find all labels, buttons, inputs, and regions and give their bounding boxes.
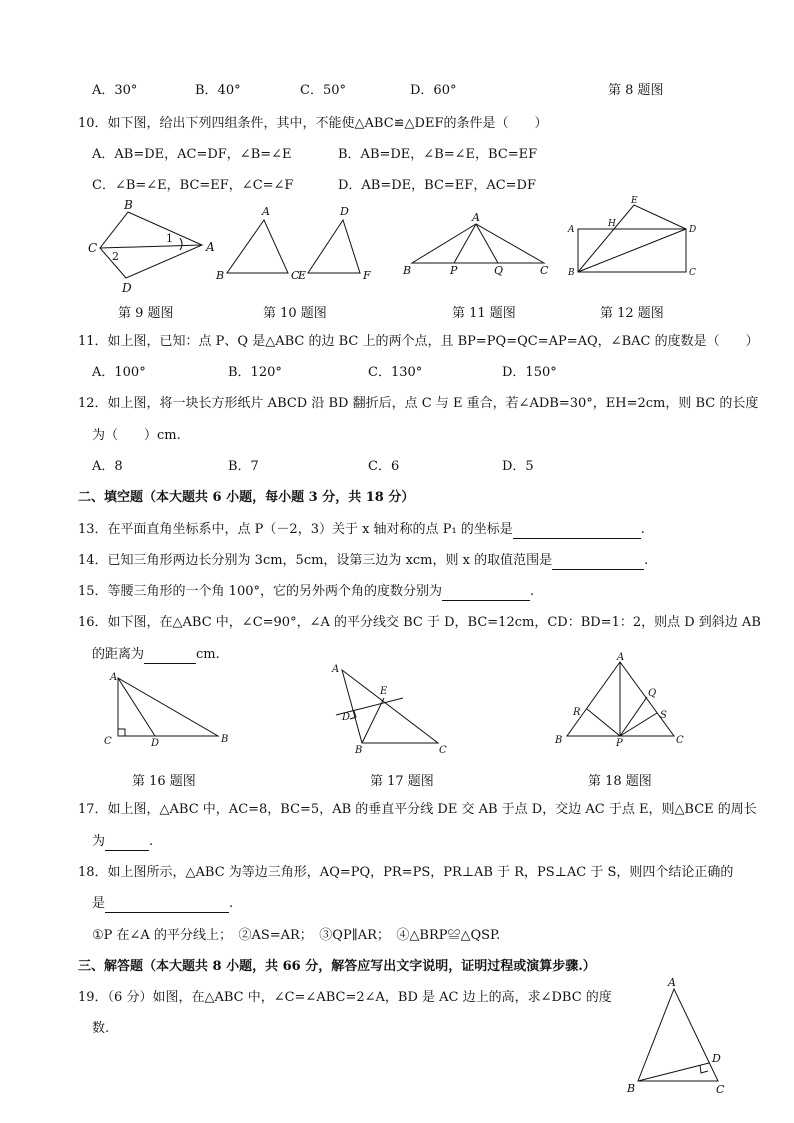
q19-stem-cont: 数. <box>92 1021 110 1036</box>
figure-18 <box>552 650 692 750</box>
q14-stem: 14．已知三角形两边长分别为 3cm，5cm，设第三边为 xcm，则 x 的取值范围是 . <box>78 553 649 568</box>
f10-label-d: D <box>340 205 349 218</box>
q11-choice-d: D．150° <box>502 365 557 380</box>
q18-options: ①P 在∠A 的平分线上； ②AS=AR； ③QP∥AR； ④△BRP≌△QSP. <box>92 928 501 943</box>
f18-label-q: Q <box>648 688 657 699</box>
f18-label-b: B <box>555 735 563 746</box>
q11-choice-a: A．100° <box>92 365 146 380</box>
f16-label-b: B <box>221 734 229 745</box>
fig10-caption: 第 10 题图 <box>263 306 327 321</box>
f12-label-h: H <box>608 219 616 229</box>
fig12-caption: 第 12 题图 <box>600 306 664 321</box>
q16-answer-blank[interactable] <box>144 649 196 664</box>
q9-choice-a: A．30° <box>92 83 138 98</box>
q12-stem: 12．如上图，将一块长方形纸片 ABCD 沿 BD 翻折后，点 C 与 E 重合，若∠ADB=30°，EH=2cm，则 BC 的长度 <box>78 396 759 411</box>
f18-label-p: P <box>616 738 623 749</box>
f12-label-b: B <box>568 268 575 278</box>
q16-stem-cont <box>92 646 220 664</box>
figure-11 <box>398 210 558 280</box>
q17-answer-blank[interactable] <box>105 836 149 851</box>
f17-label-b: B <box>355 745 363 756</box>
f10-label-e: E <box>298 269 307 282</box>
f9-label-a: A <box>206 240 215 254</box>
fig8-caption: 第 8 题图 <box>608 83 664 98</box>
q18-answer-blank[interactable] <box>105 898 229 913</box>
f11-label-a: A <box>472 211 480 224</box>
f11-label-b: B <box>403 264 412 277</box>
f12-label-c: C <box>689 268 696 278</box>
q12-choice-c: C．6 <box>368 459 400 474</box>
q18-text: 是 <box>92 896 106 911</box>
f9-label-d: D <box>122 281 132 295</box>
f19-label-c: C <box>716 1083 725 1096</box>
f17-label-a: A <box>332 664 340 675</box>
f12-label-a: A <box>568 225 575 235</box>
f18-label-r: R <box>573 707 581 718</box>
f17-label-d: D <box>342 712 351 723</box>
q19-stem: 19．（6 分）如图，在△ABC 中，∠C=∠ABC=2∠A，BD 是 AC 边上的高，求∠DBC 的度 <box>78 990 612 1005</box>
f9-angle-2: 2 <box>112 250 119 263</box>
q12-choice-b: B．7 <box>228 459 259 474</box>
q17-stem: 17．如上图，△ABC 中，AC=8，BC=5，AB 的垂直平分线 DE 交 AB 于点 D，交边 AC 于点 E，则△BCE 的周长 <box>78 802 757 817</box>
q9-choice-c: C．50° <box>300 83 346 98</box>
q18-stem-cont: 是 . <box>92 896 234 911</box>
f9-angle-1: 1 <box>166 232 173 245</box>
q9-choice-d: D．60° <box>410 83 457 98</box>
fig11-caption: 第 11 题图 <box>452 306 516 321</box>
figure-10 <box>212 203 382 283</box>
f17-label-e: E <box>380 686 388 697</box>
q16-text: 的距离为 <box>92 647 145 662</box>
f16-label-a: A <box>110 672 118 683</box>
f19-label-b: B <box>627 1082 636 1095</box>
f11-label-p: P <box>450 264 458 277</box>
q10-choice-a: A．AB=DE，AC=DF，∠B=∠E <box>92 147 292 162</box>
q17-text: 为 <box>92 834 106 849</box>
q13-text: 13．在平面直角坐标系中，点 P（－2，3）关于 x 轴对称的点 P₁ 的坐标是 <box>78 522 513 537</box>
f18-label-s: S <box>660 710 667 721</box>
f9-label-c: C <box>88 241 98 255</box>
q10-choice-c: C．∠B=∠E，BC=EF，∠C=∠F <box>92 178 294 193</box>
q10-choice-d: D．AB=DE，BC=EF，AC=DF <box>338 178 536 193</box>
fig9-caption: 第 9 题图 <box>118 306 174 321</box>
q14-text: 14．已知三角形两边长分别为 3cm，5cm，设第三边为 xcm，则 x 的取值范围是 <box>78 553 553 568</box>
f10-label-a: A <box>262 205 270 218</box>
q16-unit: cm. <box>196 647 220 662</box>
f18-label-c: C <box>676 735 684 746</box>
f16-label-c: C <box>104 736 112 747</box>
f18-label-a: A <box>617 652 625 663</box>
figure-12 <box>566 193 706 283</box>
f9-label-b: B <box>124 198 133 212</box>
q10-choice-b: B．AB=DE，∠B=∠E，BC=EF <box>338 147 538 162</box>
figure-16 <box>100 668 230 748</box>
q12-stem-cont: 为（ ）cm. <box>92 428 181 443</box>
q18-stem: 18．如上图所示，△ABC 为等边三角形，AQ=PQ，PR=PS，PR⊥AB 于 R，PS⊥AC 于 S，则四个结论正确的 <box>78 865 734 880</box>
q13-stem: 13．在平面直角坐标系中，点 P（－2，3）关于 x 轴对称的点 P₁ 的坐标是 . <box>78 522 645 537</box>
fig18-caption: 第 18 题图 <box>588 774 652 789</box>
q10-stem: 10．如下图，给出下列四组条件，其中，不能使△ABC≌△DEF的条件是（ ） <box>78 116 548 131</box>
q15-stem: 15．等腰三角形的一个角 100°，它的另外两个角的度数分别为 . <box>78 584 535 599</box>
q14-answer-blank[interactable] <box>552 555 644 570</box>
f12-label-d: D <box>689 225 697 235</box>
fig16-caption: 第 16 题图 <box>132 774 196 789</box>
figure-17 <box>328 660 453 755</box>
f19-label-d: D <box>712 1052 721 1065</box>
f10-label-f: F <box>363 269 371 282</box>
f16-label-d: D <box>151 738 160 749</box>
f11-label-q: Q <box>494 264 504 277</box>
section-3-heading: 三、解答题（本大题共 8 小题，共 66 分，解答应写出文字说明，证明过程或演算步骤.） <box>78 959 596 974</box>
q11-choice-b: B．120° <box>228 365 282 380</box>
f19-label-a: A <box>668 976 676 989</box>
f10-label-c: C <box>291 269 300 282</box>
fig17-caption: 第 17 题图 <box>370 774 434 789</box>
figure-19 <box>622 975 732 1100</box>
f12-label-e: E <box>631 196 638 206</box>
f10-label-b: B <box>216 269 225 282</box>
f11-label-c: C <box>540 264 549 277</box>
q12-choice-a: A．8 <box>92 459 123 474</box>
q17-stem-cont: 为 . <box>92 834 154 849</box>
q13-answer-blank[interactable] <box>513 524 641 539</box>
q15-text: 15．等腰三角形的一个角 100°，它的另外两个角的度数分别为 <box>78 584 442 599</box>
q12-choice-d: D．5 <box>502 459 534 474</box>
q9-choice-b: B．40° <box>195 83 241 98</box>
q11-choice-c: C．130° <box>368 365 423 380</box>
q11-stem: 11．如上图，已知：点 P、Q 是△ABC 的边 BC 上的两个点，且 BP=PQ=QC=AP=AQ，∠BAC 的度数是（ ） <box>78 334 759 349</box>
q16-stem: 16．如下图，在△ABC 中，∠C=90°，∠A 的平分线交 BC 于 D，BC=12cm，CD：BD=1：2，则点 D 到斜边 AB <box>78 615 761 630</box>
f17-label-c: C <box>439 745 447 756</box>
section-2-heading: 二、填空题（本大题共 6 小题，每小题 3 分，共 18 分） <box>78 490 415 505</box>
q15-answer-blank[interactable] <box>442 586 530 601</box>
figure-9 <box>80 198 220 293</box>
